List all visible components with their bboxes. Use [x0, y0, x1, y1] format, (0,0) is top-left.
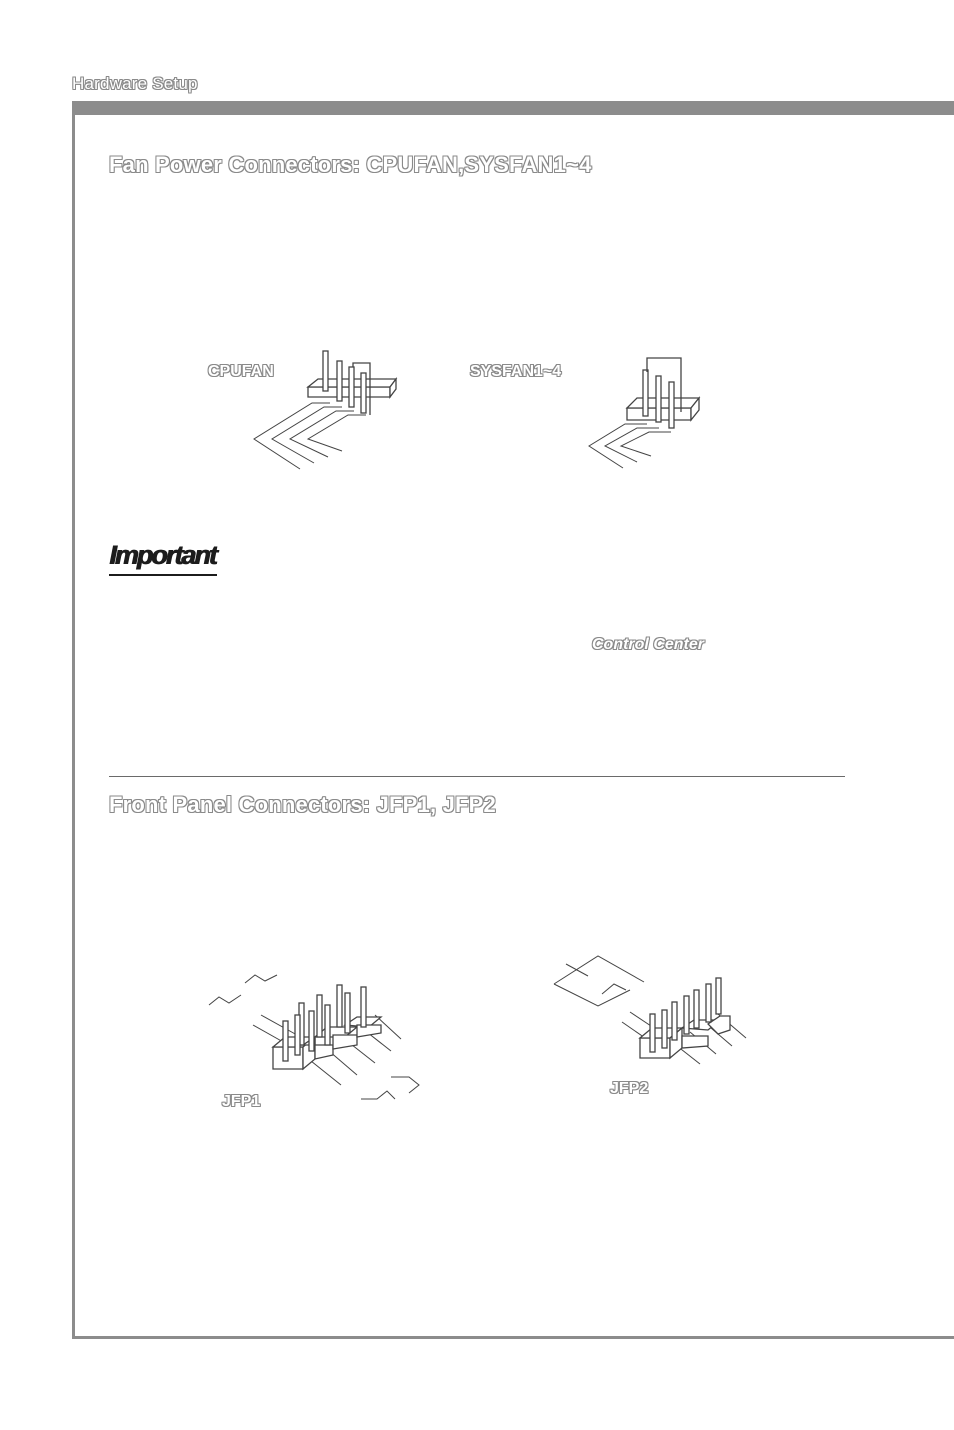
cpufan-label: CPUFAN	[208, 363, 274, 380]
front-panel-title: Front Panel Connectors: JFP1, JFP2	[109, 792, 496, 817]
bottom-rule	[72, 1336, 954, 1339]
page-section-label: Hardware Setup	[72, 74, 198, 93]
sysfan-label: SYSFAN1~4	[470, 363, 562, 380]
sysfan-connector-diagram	[585, 350, 705, 475]
header-bar	[72, 101, 954, 115]
jfp2-label: JFP2	[610, 1080, 649, 1097]
fan-connectors-title: Fan Power Connectors: CPUFAN,SYSFAN1~4	[109, 152, 592, 177]
left-margin-rule	[72, 101, 75, 1339]
cpufan-connector-diagram	[250, 345, 400, 475]
section-divider	[109, 776, 845, 777]
jfp1-label: JFP1	[222, 1093, 261, 1110]
important-underline	[109, 574, 217, 576]
control-center-text: Control Center	[592, 636, 704, 653]
jfp2-connector-diagram	[550, 950, 760, 1080]
important-heading: Important	[109, 540, 216, 570]
